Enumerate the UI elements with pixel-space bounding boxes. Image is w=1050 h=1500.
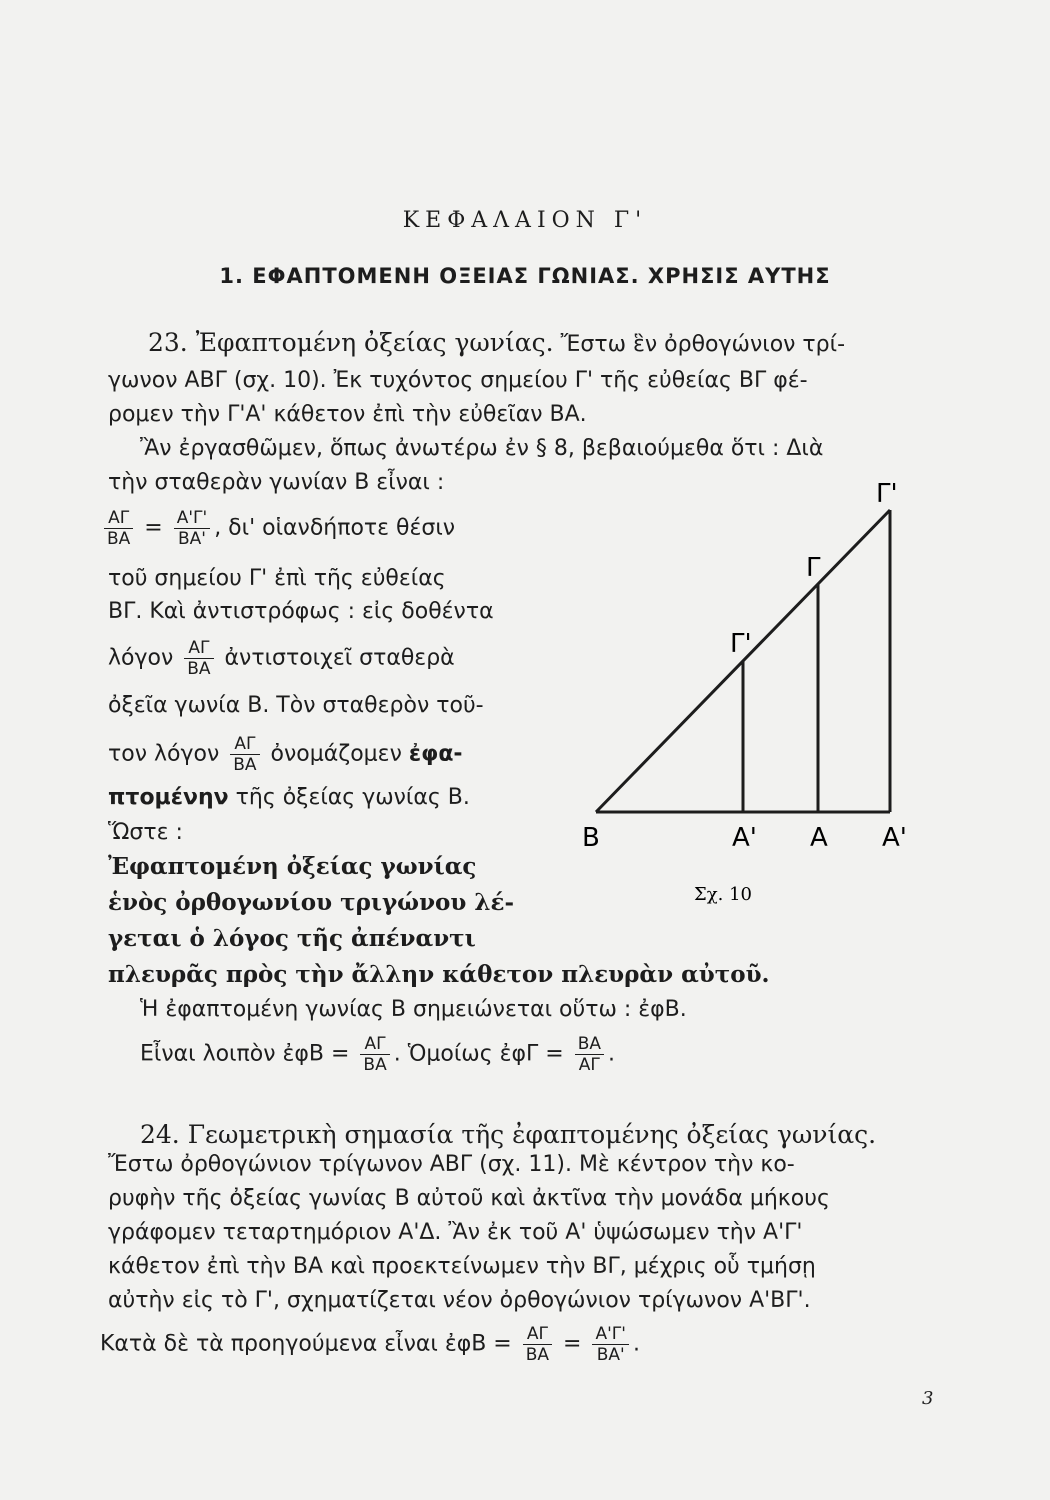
p23-line-15 — [140, 1034, 615, 1075]
fraction-denominator: ΑΓ — [578, 1055, 600, 1075]
fraction — [174, 508, 210, 549]
fraction — [575, 1034, 604, 1075]
chapter-heading: ΚΕΦΑΛΑΙΟΝ Γ' — [402, 208, 648, 233]
fraction — [104, 508, 133, 549]
p23-line-9-text-b: ἀντιστοιχεῖ σταθερὰ — [224, 645, 455, 671]
p23-line-5: τὴν σταθερὰν γωνίαν Β εἶναι : — [108, 470, 445, 495]
p23-line-15-text-b: . Ὁμοίως ἐφΓ = — [393, 1041, 564, 1067]
p23-line-11-text-c: ἐφα- — [408, 741, 463, 767]
fraction-numerator: Α'Γ' — [174, 508, 210, 529]
definition-line-3: γεται ὁ λόγος τῆς ἀπέναντι — [108, 925, 476, 952]
fraction-denominator: ΒΑ' — [596, 1345, 625, 1365]
equals-sign: = — [563, 1331, 582, 1357]
p24-line-3: γράφομεν τεταρτημόριον Α'Δ. Ἂν ἐκ τοῦ Α' ὑψώσωμεν τὴν Α'Γ' — [108, 1220, 803, 1245]
fraction-denominator: ΒΑ — [363, 1055, 387, 1075]
page-number: 3 — [922, 1388, 934, 1409]
fraction-denominator: ΒΑ — [525, 1345, 550, 1365]
section-title: 1. ΕΦΑΠΤΟΜΕΝΗ ΟΞΕΙΑΣ ΓΩΝΙΑΣ. ΧΡΗΣΙΣ ΑΥΤΗΣ — [219, 264, 831, 288]
p23-line-4: Ἂν ἐργασθῶμεν, ὅπως ἀνωτέρω ἐν § 8, βεβαιούμεθα ὅτι : Διὰ — [140, 436, 824, 461]
p23-line-3: ρομεν τὴν Γ'Α' κάθετον ἐπὶ τὴν εὐθεῖαν ΒΑ. — [108, 402, 587, 427]
p23-line-10: ὀξεῖα γωνία Β. Τὸν σταθερὸν τοῦ- — [108, 693, 484, 718]
p24-heading: 24. Γεωμετρικὴ σημασία τῆς ἐφαπτομένης ὀξείας γωνίας. — [140, 1120, 877, 1149]
p23-line-11-text-a: τον λόγον — [108, 741, 220, 767]
p23-line-13: Ὥστε : — [108, 820, 183, 845]
label-G-prime-top: Γ' — [876, 480, 898, 509]
p23-line-9-text-a: λόγον — [108, 645, 174, 671]
fraction-numerator: ΑΓ — [360, 1034, 389, 1055]
p23-line-7: τοῦ σημείου Γ' ἐπὶ τῆς εὐθείας — [108, 566, 446, 591]
fraction-numerator: ΑΓ — [523, 1324, 552, 1345]
definition-line-2: ἑνὸς ὀρθογωνίου τριγώνου λέ- — [108, 889, 514, 916]
p24-line-6 — [100, 1324, 640, 1365]
p23-line-12-text: τῆς ὀξείας γωνίας Β. — [235, 785, 470, 810]
label-B: Β — [582, 823, 600, 853]
definition-line-4: πλευρᾶς πρὸς τὴν ἄλλην κάθετον πλευρὰν αὐτοῦ. — [108, 961, 770, 988]
fraction — [523, 1324, 552, 1365]
p23-line-15-text-c: . — [607, 1041, 615, 1067]
p23-heading: 23. Ἐφαπτομένη ὀξείας γωνίας. — [148, 328, 554, 357]
fraction-numerator: ΑΓ — [184, 638, 213, 659]
p24-line-6-text-b: . — [632, 1331, 640, 1357]
p23-line-11-text-b: ὀνομάζομεν — [270, 741, 402, 767]
equals-sign: = — [144, 515, 163, 541]
figure-10 — [560, 480, 930, 920]
p23-line-9 — [108, 638, 455, 679]
fraction — [592, 1324, 628, 1365]
p23-line-12 — [108, 783, 470, 813]
p23-line-14: Ἡ ἐφαπτομένη γωνίας Β σημειώνεται οὕτω : ἐφΒ. — [140, 997, 687, 1022]
label-G-prime-mid: Γ' — [730, 629, 752, 659]
fraction — [360, 1034, 389, 1075]
p23-line-1 — [148, 328, 845, 360]
label-A: Α — [810, 823, 828, 853]
p23-line-11 — [108, 734, 463, 775]
p23-line-6 — [100, 508, 455, 549]
p23-line-6-text: , δι' οἱανδήποτε θέσιν — [214, 515, 456, 541]
p24-line-6-text-a: Κατὰ δὲ τὰ προηγούμενα εἶναι ἐφΒ = — [100, 1331, 512, 1357]
definition-line-1: Ἐφαπτομένη ὀξείας γωνίας — [108, 853, 477, 880]
p23-line-12-term: πτομένην — [108, 785, 229, 810]
fraction-denominator: ΒΑ — [233, 755, 257, 775]
p23-line-2: γωνον ΑΒΓ (σχ. 10). Ἐκ τυχόντος σημείου Γ' τῆς εὐθείας ΒΓ φέ- — [108, 368, 808, 393]
label-A-prime-2: Α' — [882, 823, 907, 853]
fraction — [184, 638, 213, 679]
p23-line-8: ΒΓ. Καὶ ἀντιστρόφως : εἰς δοθέντα — [108, 599, 494, 624]
p23-line-15-text-a: Εἶναι λοιπὸν ἐφΒ = — [140, 1041, 350, 1067]
label-A-prime-1: Α' — [732, 823, 757, 853]
fraction-numerator: ΑΓ — [104, 508, 133, 529]
p24-line-2: ρυφὴν τῆς ὀξείας γωνίας Β αὐτοῦ καὶ ἀκτῖνα τὴν μονάδα μήκους — [108, 1186, 830, 1211]
fraction — [230, 734, 259, 775]
fraction-numerator: ΑΓ — [230, 734, 259, 755]
label-G: Γ — [806, 553, 821, 583]
p24-line-5: αὐτὴν εἰς τὸ Γ', σχηματίζεται νέον ὀρθογώνιον τρίγωνον Α'ΒΓ'. — [108, 1288, 811, 1313]
figure-caption: Σχ. 10 — [694, 884, 752, 905]
fraction-denominator: ΒΑ — [187, 659, 211, 679]
p24-line-4: κάθετον ἐπὶ τὴν ΒΑ καὶ προεκτείνωμεν τὴν ΒΓ, μέχρις οὗ τμήσῃ — [108, 1254, 816, 1279]
p23-line-1-text: Ἔστω ἓν ὀρθογώνιον τρί- — [560, 332, 846, 357]
p24-line-1: Ἔστω ὀρθογώνιον τρίγωνον ΑΒΓ (σχ. 11). Μὲ κέντρον τὴν κο- — [108, 1152, 795, 1177]
fraction-denominator: ΒΑ' — [177, 529, 206, 549]
fraction-numerator: ΒΑ — [575, 1034, 604, 1055]
fraction-denominator: ΒΑ — [107, 529, 131, 549]
p24-line-heading — [140, 1120, 876, 1152]
fraction-numerator: Α'Γ' — [592, 1324, 628, 1345]
